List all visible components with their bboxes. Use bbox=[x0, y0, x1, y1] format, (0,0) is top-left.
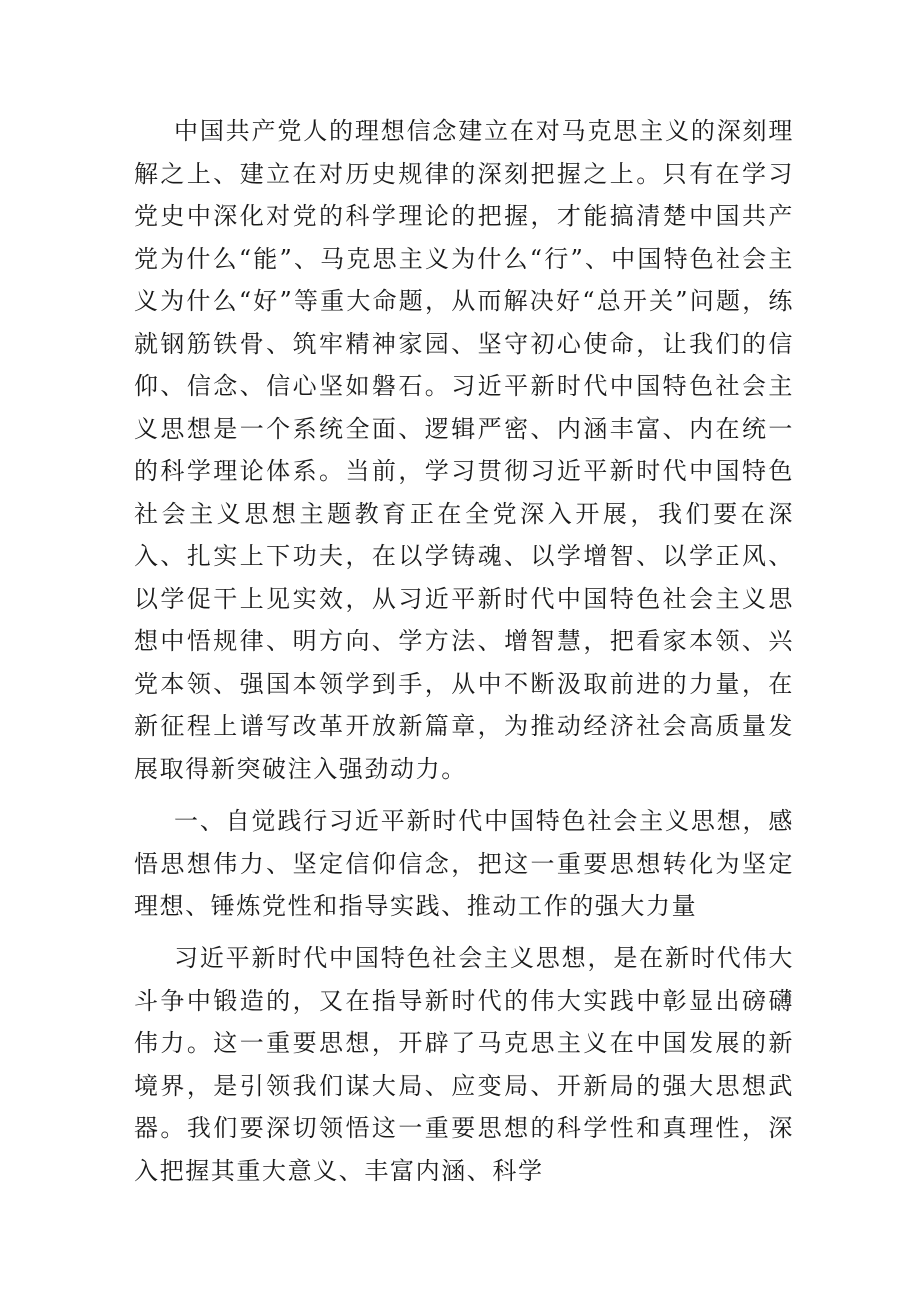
body-paragraph-intro: 中国共产党人的理想信念建立在对马克思主义的深刻理解之上、建立在对历史规律的深刻把握之上。只有在学习党史中深化对党的科学理论的把握，才能搞清楚中国共产党为什么“能”、马克思主义为什么“行”、中国特色社会主义为什么“好”等重大命题，从而解决好“总开关”问题，练就钢筋铁骨、筑牢精神家园、坚守初心使命，让我们的信仰、信念、信心坚如磐石。习近平新时代中国特色社会主义思想是一个系统全面、逻辑严密、内涵丰富、内在统一的科学理论体系。当前，学习贯彻习近平新时代中国特色社会主义思想主题教育正在全党深入开展，我们要在深入、扎实上下功夫，在以学铸魂、以学增智、以学正风、以学促干上见实效，从习近平新时代中国特色社会主义思想中悟规律、明方向、学方法、增智慧，把看家本领、兴党本领、强国本领学到手，从中不断汲取前进的力量，在新征程上谱写改革开放新篇章，为推动经济社会高质量发展取得新突破注入强劲动力。 bbox=[134, 117, 794, 783]
section-heading-1: 一、自觉践行习近平新时代中国特色社会主义思想，感悟思想伟力、坚定信仰信念，把这一重要思想转化为坚定理想、锤炼党性和指导实践、推动工作的强大力量 bbox=[134, 807, 794, 920]
body-paragraph-section-1: 习近平新时代中国特色社会主义思想，是在新时代伟大斗争中锻造的，又在指导新时代的伟大实践中彰显出磅礴伟力。这一重要思想，开辟了马克思主义在中国发展的新境界，是引领我们谋大局、应变局、开新局的强大思想武器。我们要深切领悟这一重要思想的科学性和真理性，深入把握其重大意义、丰富内涵、科学 bbox=[134, 944, 794, 1185]
